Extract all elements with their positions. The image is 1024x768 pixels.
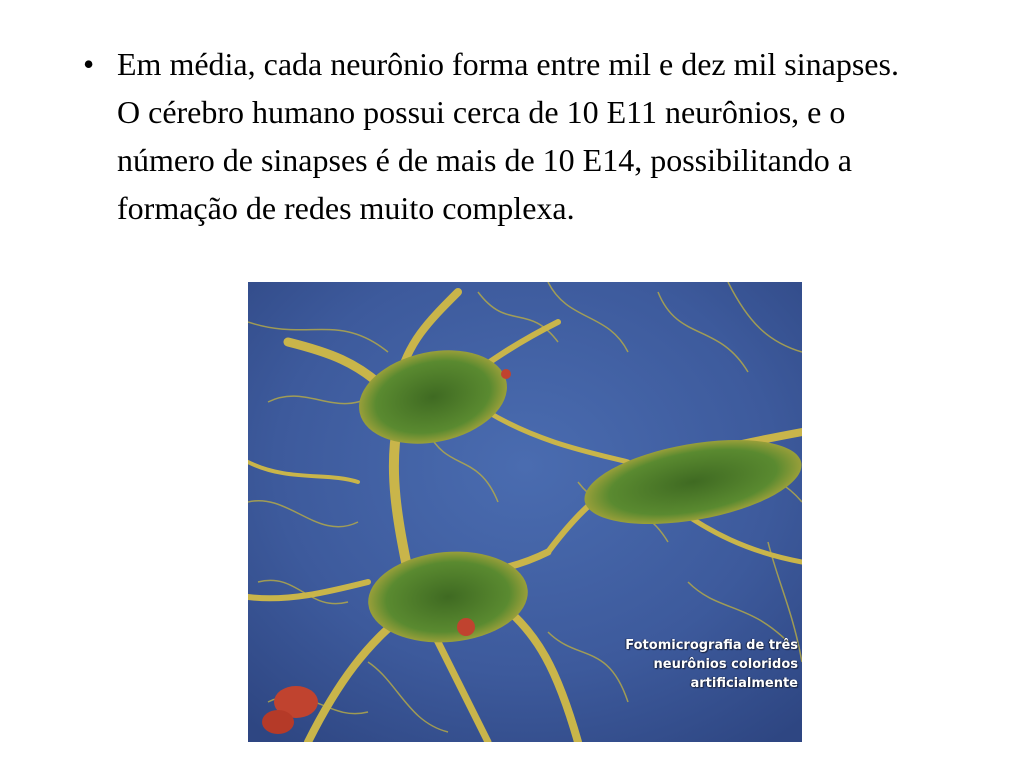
photo-caption bbox=[625, 636, 798, 693]
caption-line-2: neurônios coloridos bbox=[653, 657, 798, 672]
caption-line-3: artificialmente bbox=[690, 676, 798, 691]
bullet-text: Em média, cada neurônio forma entre mil e dez mil sinapses. O cérebro humano possui cerca de 10 E11 neurônios, e o número de sinapses é de mais de 10 E14, possibilitando a formação de redes muito complexa. bbox=[117, 46, 899, 226]
neuron-photomicrograph bbox=[248, 282, 802, 742]
bullet-list bbox=[80, 40, 900, 232]
caption-line-1: Fotomicrografia de três bbox=[625, 638, 798, 653]
bullet-marker: • bbox=[83, 46, 95, 82]
bullet-item bbox=[80, 40, 900, 232]
